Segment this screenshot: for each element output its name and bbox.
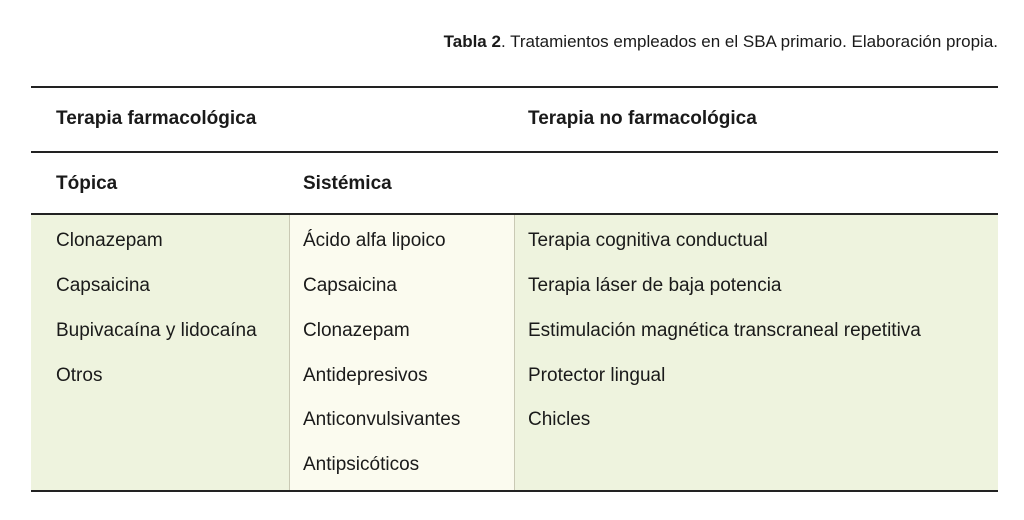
column-separator bbox=[514, 215, 515, 490]
topical-item: Clonazepam bbox=[56, 230, 163, 251]
column-separator bbox=[289, 215, 290, 490]
header-pharmacological: Terapia farmacológica bbox=[56, 108, 257, 129]
systemic-item: Ácido alfa lipoico bbox=[303, 230, 446, 251]
topical-item: Bupivacaína y lidocaína bbox=[56, 320, 257, 341]
systemic-item: Clonazepam bbox=[303, 320, 410, 341]
header-rule bbox=[31, 151, 998, 153]
systemic-item: Antipsicóticos bbox=[303, 454, 420, 475]
subheader-topical: Tópica bbox=[56, 173, 118, 194]
non-pharmacological-item: Protector lingual bbox=[528, 365, 666, 386]
topical-column bbox=[31, 215, 289, 490]
header-non-pharmacological: Terapia no farmacológica bbox=[528, 108, 757, 129]
table-top-rule bbox=[31, 86, 998, 88]
systemic-item: Anticonvulsivantes bbox=[303, 409, 461, 430]
non-pharmacological-item: Terapia cognitiva conductual bbox=[528, 230, 768, 251]
non-pharmacological-column bbox=[514, 215, 998, 490]
systemic-column bbox=[289, 215, 514, 490]
caption-text: . Tratamientos empleados en el SBA primario. Elaboración propia. bbox=[500, 32, 998, 51]
non-pharmacological-item: Chicles bbox=[528, 409, 591, 430]
systemic-item: Capsaicina bbox=[303, 275, 397, 296]
topical-item: Capsaicina bbox=[56, 275, 150, 296]
subheader-systemic: Sistémica bbox=[303, 173, 392, 194]
systemic-item: Antidepresivos bbox=[303, 365, 428, 386]
non-pharmacological-item: Terapia láser de baja potencia bbox=[528, 275, 782, 296]
table-caption bbox=[444, 32, 998, 52]
non-pharmacological-item: Estimulación magnética transcraneal repetitiva bbox=[528, 320, 921, 341]
caption-label: Tabla 2 bbox=[443, 32, 501, 51]
table-bottom-rule bbox=[31, 490, 998, 492]
topical-item: Otros bbox=[56, 365, 103, 386]
